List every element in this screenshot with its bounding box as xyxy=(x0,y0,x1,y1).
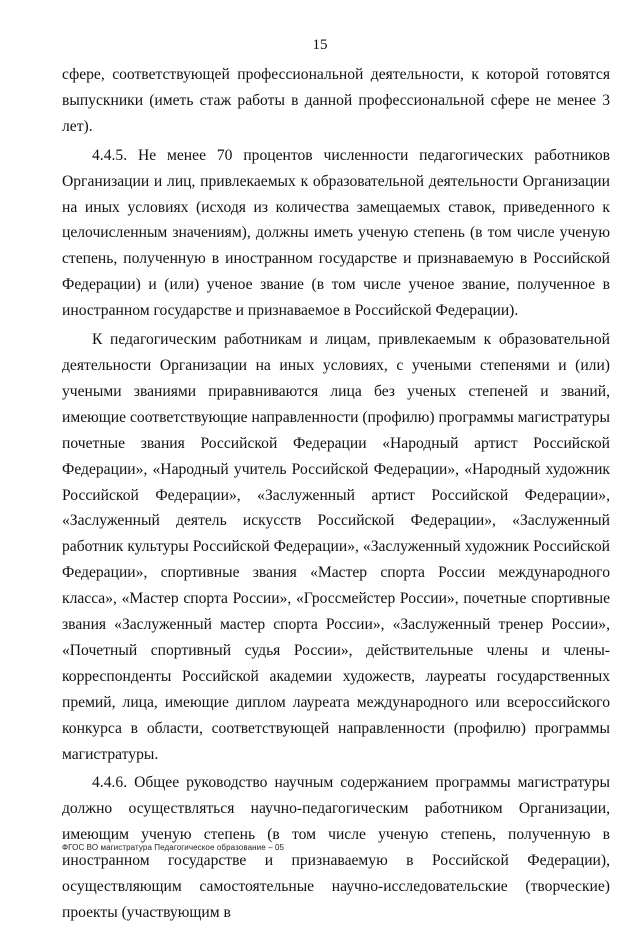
page-number: 15 xyxy=(312,37,328,53)
paragraph-equivalence: К педагогическим работникам и лицам, привлекаемым к образовательной деятельности Организации на иных условиях, с учеными степенями и (или) учеными званиями приравниваются лица без ученых степеней и званий, имеющие соответствующие направленности (профилю) программы магистратуры почетные звания Российской Федерации «Народный артист Российской Федерации», «Народный учитель Российской Федерации», «Народный художник Российской Федерации», «Заслуженный артист Российской Федерации», «Заслуженный деятель искусств Российской Федерации», «Заслуженный работник культуры Российской Федерации», «Заслуженный художник Российской Федерации», спортивные звания «Мастер спорта России международного класса», «Мастер спорта России», «Гроссмейстер России», почетные спортивные звания «Заслуженный мастер спорта России», «Заслуженный тренер России», «Почетный спортивный судья России», действительные члены и члены-корреспонденты Российской академии художеств, лауреаты государственных премий, лица, имеющие диплом лауреата международного или всероссийского конкурса в области, соответствующей направленности (профилю) программы магистратуры. xyxy=(62,331,610,763)
footer-note: ФГОС ВО магистратура Педагогическое образование – 05 xyxy=(62,843,285,852)
paragraph-4-4-5: 4.4.5. Не менее 70 процентов численности педагогических работников Организации и лиц, привлекаемых к образовательной деятельности Организации на иных условиях (исходя из количества замещаемых ставок, приведенного к целочисленным значениям), должны иметь ученую степень (в том числе ученую степень, полученную в иностранном государстве и признаваемую в Российской Федерации) и (или) ученое звание (в том числе ученое звание, полученное в иностранном государстве и признаваемое в Российской Федерации). xyxy=(62,146,610,320)
paragraph-continuation: сфере, соответствующей профессиональной деятельности, к которой готовятся выпускники (иметь стаж работы в данной профессиональной сфере не менее 3 лет). xyxy=(62,66,610,135)
document-body xyxy=(62,62,610,929)
paragraph-4-4-6: 4.4.6. Общее руководство научным содержанием программы магистратуры должно осуществляться научно-педагогическим работником Организации, имеющим ученую степень (в том числе ученую степень, полученную в иностранном государстве и признаваемую в Российской Федерации), осуществляющим самостоятельные научно-исследовательские (творческие) проекты (участвующим в xyxy=(62,774,610,921)
